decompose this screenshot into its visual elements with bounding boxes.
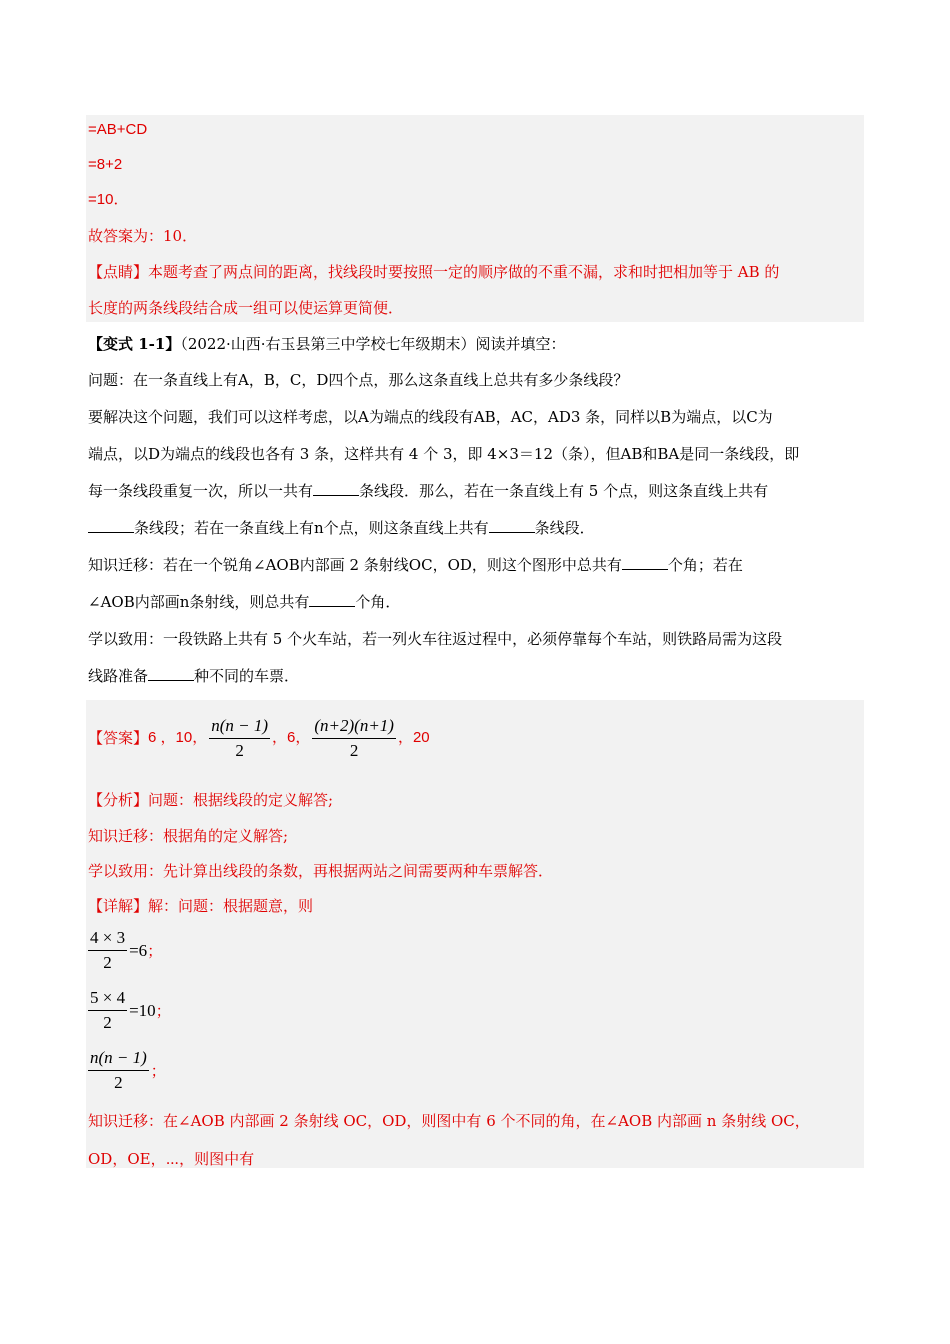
equation-1-end: ； <box>147 941 163 960</box>
problem-line-7a: ∠AOB内部画n条射线，则总共有 <box>88 593 310 611</box>
equation-3-fraction <box>88 1048 149 1093</box>
answer-values-2: ，6， <box>272 729 311 746</box>
answer-fraction-2-denominator: 2 <box>349 740 359 760</box>
detail-line-k1: 知识迁移：在∠AOB 内部画 2 条射线 OC，OD，则图中有 6 个不同的角，在∠AOB 内部画 n 条射线 OC， <box>88 1112 810 1130</box>
problem-header <box>88 334 566 354</box>
equation-3-denominator: 2 <box>114 1073 123 1092</box>
calc-line-3: =10． <box>88 191 129 208</box>
answer-values-3: ，20 <box>397 729 430 746</box>
calc-line-1: =AB+CD <box>88 121 148 138</box>
equation-3-end: ； <box>150 1061 166 1080</box>
answer-tag: 【答案】 <box>88 729 149 747</box>
blank-3 <box>489 518 535 533</box>
dianjing-line-2: 长度的两条线段结合成一组可以使运算更简便． <box>88 299 404 317</box>
answer-statement: 故答案为：10． <box>88 227 198 245</box>
answer-fraction-1-numerator: n(n − 1) <box>209 716 270 739</box>
dianjing-tag: 【点睛】 <box>88 263 149 281</box>
blank-4 <box>622 555 668 570</box>
problem-line-9a: 线路准备 <box>88 667 149 685</box>
problem-line-9 <box>88 666 299 686</box>
problem-source: （2022·山西·右玉县第三中学校七年级期末）阅读并填空： <box>180 335 566 353</box>
solution-panel-top <box>86 115 864 322</box>
problem-line-4a: 每一条线段重复一次，所以一共有 <box>88 482 314 500</box>
answer-fraction-1-denominator: 2 <box>235 740 244 760</box>
answer-fraction-2 <box>312 716 396 761</box>
problem-line-5 <box>88 518 595 538</box>
solution-panel-bottom <box>86 700 864 1168</box>
detail-text-1: 解：问题：根据题意，则 <box>148 897 314 915</box>
equation-2-fraction <box>88 988 127 1033</box>
problem-line-4b: 条线段．那么，若在一条直线上有 5 个点，则这条直线上共有 <box>359 482 769 500</box>
equation-3-numerator: n(n − 1) <box>88 1048 149 1071</box>
equation-2-numerator: 5 × 4 <box>88 988 127 1011</box>
equation-3 <box>88 1048 166 1093</box>
analysis-tag: 【分析】 <box>88 791 149 809</box>
detail-line-k2: OD，OE，⋯，则图中有 <box>88 1150 255 1168</box>
dianjing-line-1 <box>88 262 779 282</box>
equation-1-denominator: 2 <box>103 953 112 972</box>
problem-line-5b: 条线段． <box>534 519 595 537</box>
blank-2 <box>88 518 134 533</box>
problem-line-6 <box>88 555 743 575</box>
problem-line-2: 要解决这个问题，我们可以这样考虑，以A为端点的线段有AB，AC，AD3 条，同样以B为端点，以C为 <box>88 408 773 426</box>
equation-2 <box>88 988 171 1033</box>
analysis-line-1 <box>88 790 333 810</box>
problem-line-9b: 种不同的车票． <box>194 667 300 685</box>
detail-tag: 【详解】 <box>88 897 149 915</box>
equation-2-denominator: 2 <box>103 1013 112 1032</box>
problem-line-6a: 知识迁移：若在一个锐角∠AOB内部画 2 条射线OC，OD，则这个图形中总共有 <box>88 556 622 574</box>
problem-line-3: 端点，以D为端点的线段也各有 3 条，这样共有 4 个 3，即 4×3＝12（条），但AB和BA是同一条线段，即 <box>88 445 800 463</box>
equation-2-end: ； <box>155 1001 171 1020</box>
problem-line-7b: 个角． <box>355 593 401 611</box>
problem-line-5a: 条线段；若在一条直线上有n个点，则这条直线上共有 <box>134 519 489 537</box>
answer-fraction-1 <box>209 716 270 761</box>
problem-line-6b: 个角；若在 <box>667 556 743 574</box>
blank-6 <box>148 666 194 681</box>
equation-1 <box>88 928 162 973</box>
answer-values-1: 6 ，10， <box>148 729 208 746</box>
equation-2-rhs: =10 <box>129 1000 156 1020</box>
blank-5 <box>309 592 355 607</box>
answer-line <box>88 710 430 766</box>
equation-1-rhs: =6 <box>129 940 148 960</box>
detail-line-1 <box>88 896 313 916</box>
dianjing-text-1: 本题考查了两点间的距离，找线段时要按照一定的顺序做的不重不漏，求和时把相加等于 AB 的 <box>148 263 780 281</box>
analysis-line-3: 学以致用：先计算出线段的条数，再根据两站之间需要两种车票解答． <box>88 862 554 880</box>
problem-line-8: 学以致用：一段铁路上共有 5 个火车站，若一列火车往返过程中，必须停靠每个车站，则铁路局需为这段 <box>88 630 783 648</box>
analysis-text-1: 问题：根据线段的定义解答; <box>148 791 334 809</box>
problem-line-1: 问题：在一条直线上有A，B，C，D四个点，那么这条直线上总共有多少条线段？ <box>88 371 629 389</box>
answer-fraction-2-numerator: (n+2)(n+1) <box>312 716 396 739</box>
problem-line-7 <box>88 592 400 612</box>
blank-1 <box>313 481 359 496</box>
calc-line-2: =8+2 <box>88 156 123 173</box>
equation-1-fraction <box>88 928 127 973</box>
equation-1-numerator: 4 × 3 <box>88 928 127 951</box>
problem-line-4 <box>88 481 768 501</box>
problem-tag: 【变式 1-1】 <box>88 335 181 353</box>
analysis-line-2: 知识迁移：根据角的定义解答; <box>88 827 289 845</box>
